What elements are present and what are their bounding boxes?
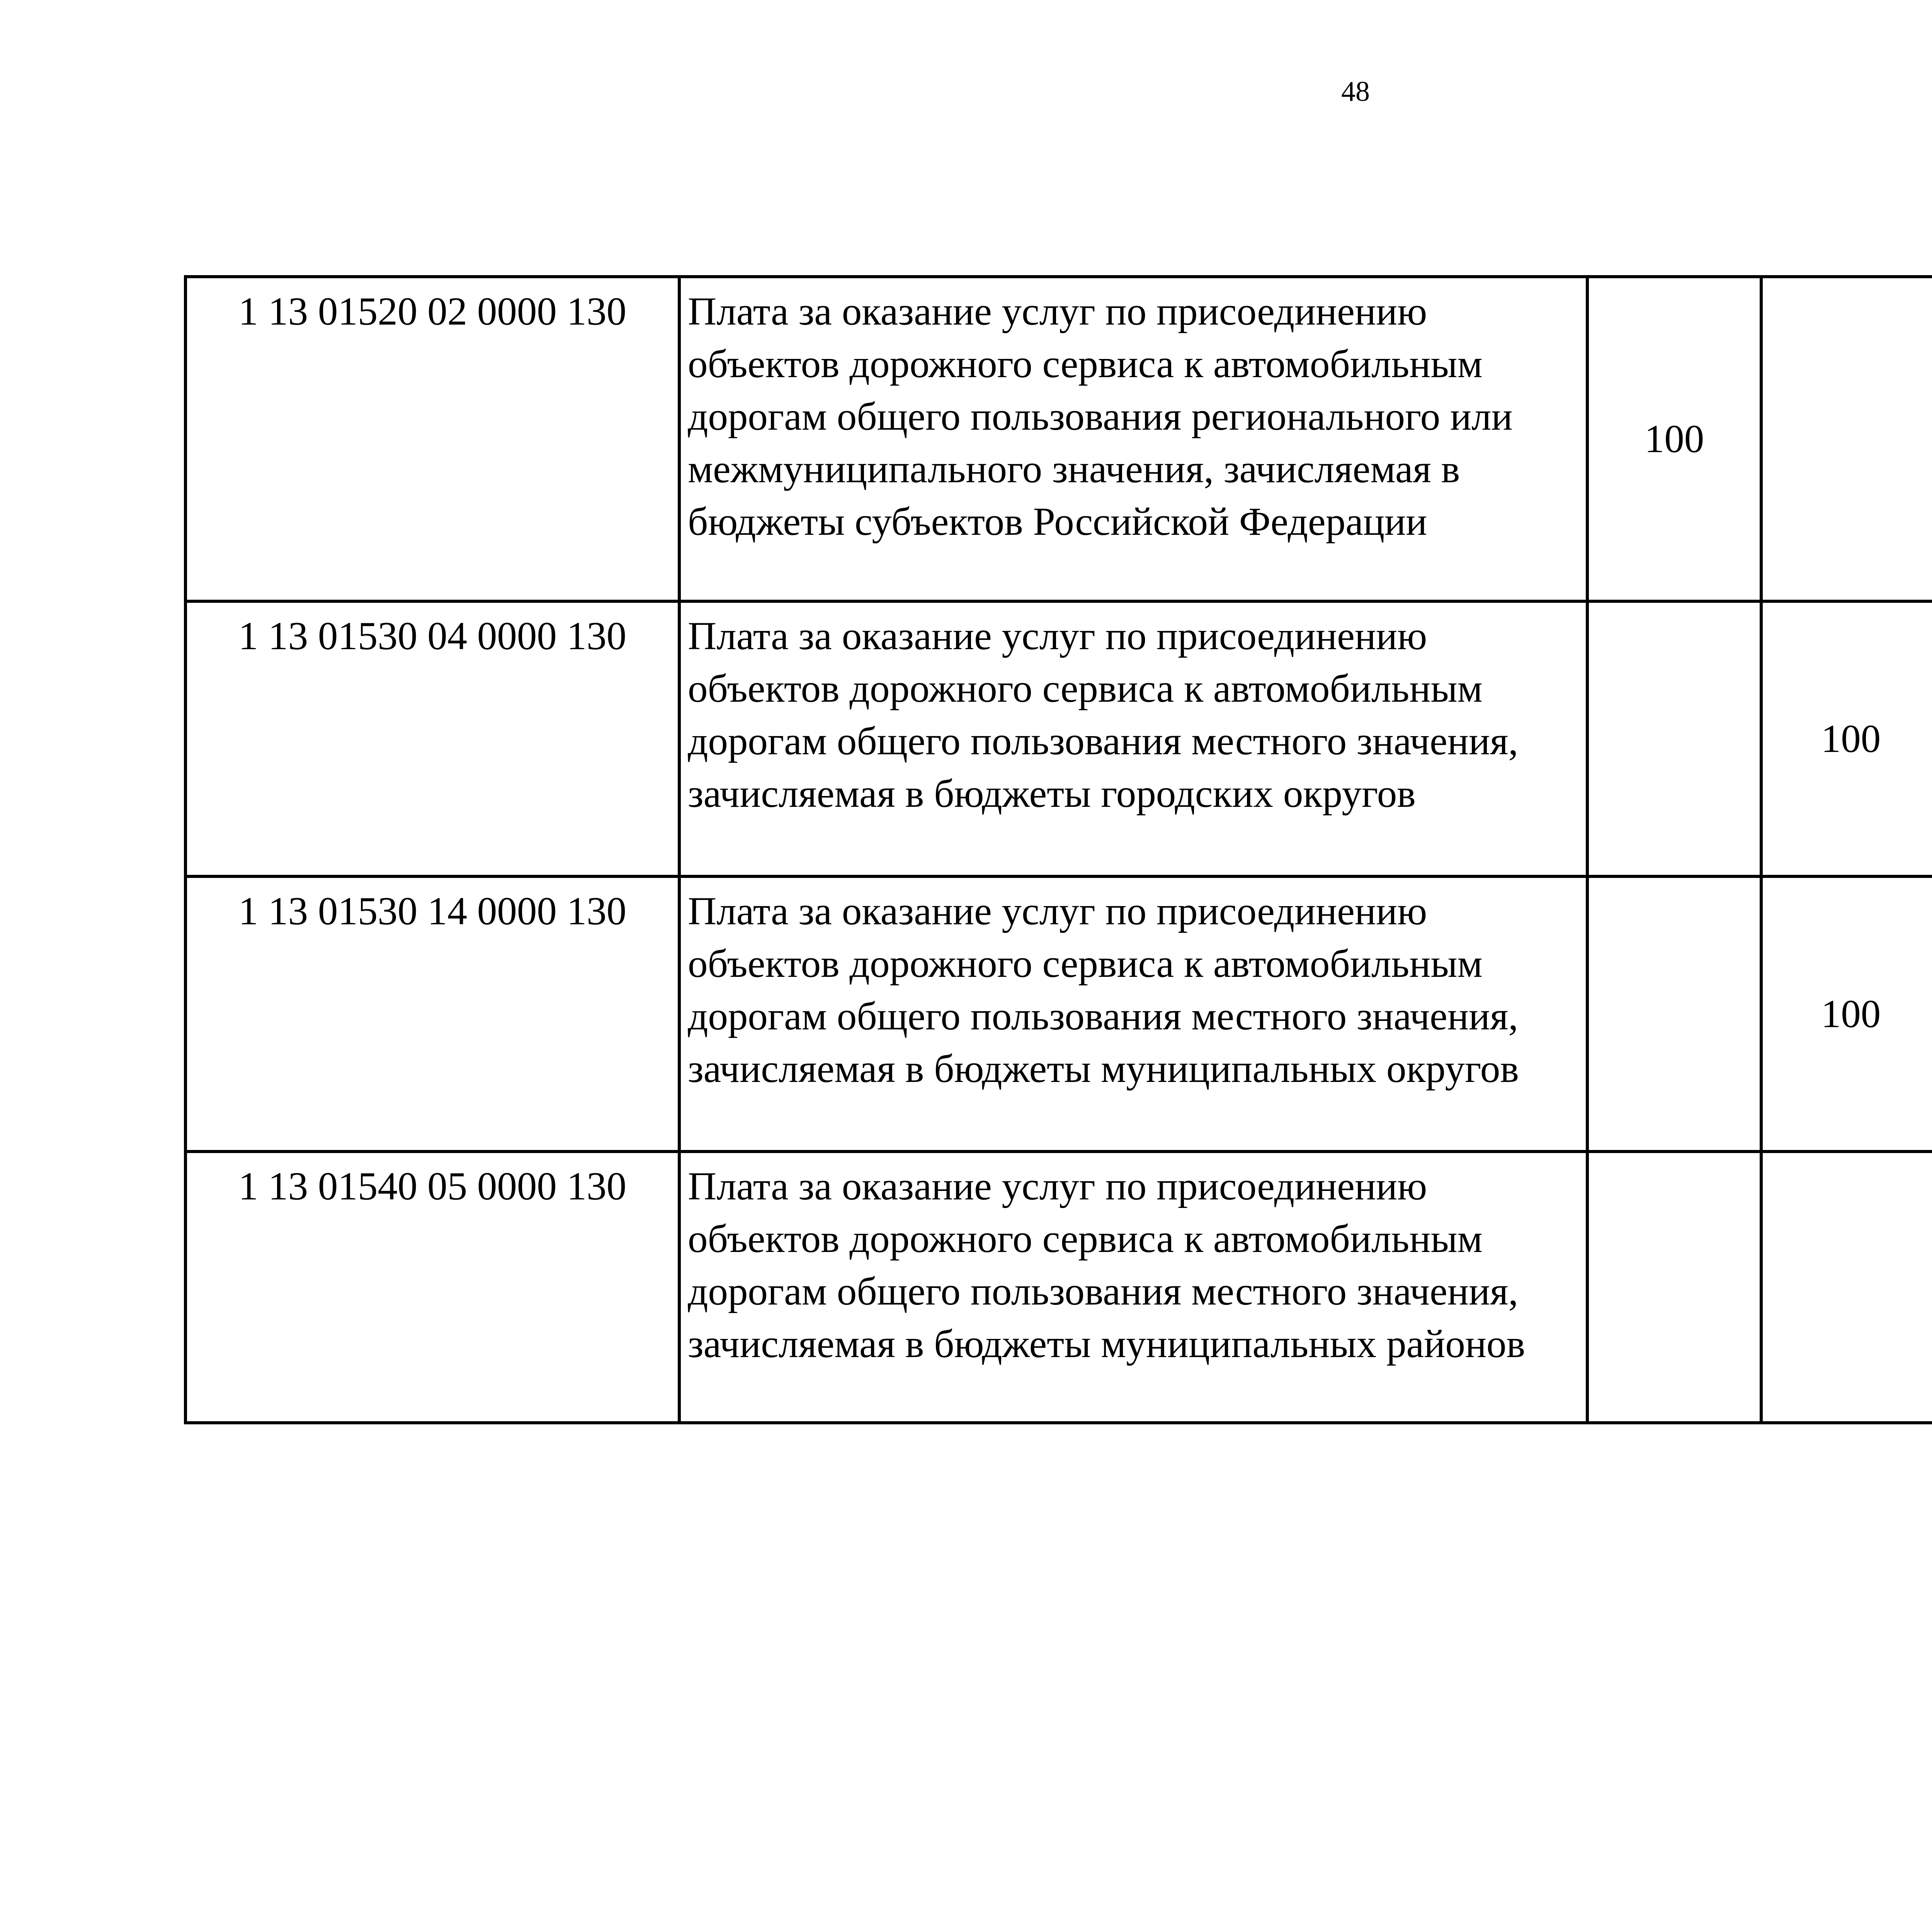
- revenue-code: 1 13 01520 02 0000 130: [185, 277, 679, 601]
- revenue-description: Плата за оказание услуг по присоединению объектов дорожного сервиса к автомобильным дорогам общего пользования местного значения, зачисляемая в бюджеты муниципальных округов: [679, 876, 1587, 1152]
- page-number: 48: [1341, 76, 1370, 107]
- value-cell: 100: [1761, 601, 1932, 876]
- table-row: [185, 601, 1932, 876]
- value-cell: [1761, 1152, 1932, 1423]
- value-cell: [1761, 277, 1932, 601]
- value-cell: 100: [1761, 876, 1932, 1152]
- value-cell: [1587, 1152, 1761, 1423]
- value-cell: [1587, 876, 1761, 1152]
- revenue-description: Плата за оказание услуг по присоединению объектов дорожного сервиса к автомобильным дорогам общего пользования местного значения, зачисляемая в бюджеты муниципальных районов: [679, 1152, 1587, 1423]
- value-cell: [1587, 601, 1761, 876]
- revenue-code: 1 13 01540 05 0000 130: [185, 1152, 679, 1423]
- revenue-distribution-table: [184, 275, 1932, 1424]
- table-row: [185, 1152, 1932, 1423]
- table-row: [185, 876, 1932, 1152]
- revenue-code: 1 13 01530 04 0000 130: [185, 601, 679, 876]
- revenue-code: 1 13 01530 14 0000 130: [185, 876, 679, 1152]
- revenue-description: Плата за оказание услуг по присоединению объектов дорожного сервиса к автомобильным дорогам общего пользования местного значения, зачисляемая в бюджеты городских округов: [679, 601, 1587, 876]
- table-row: [185, 277, 1932, 601]
- revenue-description: Плата за оказание услуг по присоединению объектов дорожного сервиса к автомобильным дорогам общего пользования регионального или межмуниципального значения, зачисляемая в бюджеты субъектов Российской Федерации: [679, 277, 1587, 601]
- value-cell: 100: [1587, 277, 1761, 601]
